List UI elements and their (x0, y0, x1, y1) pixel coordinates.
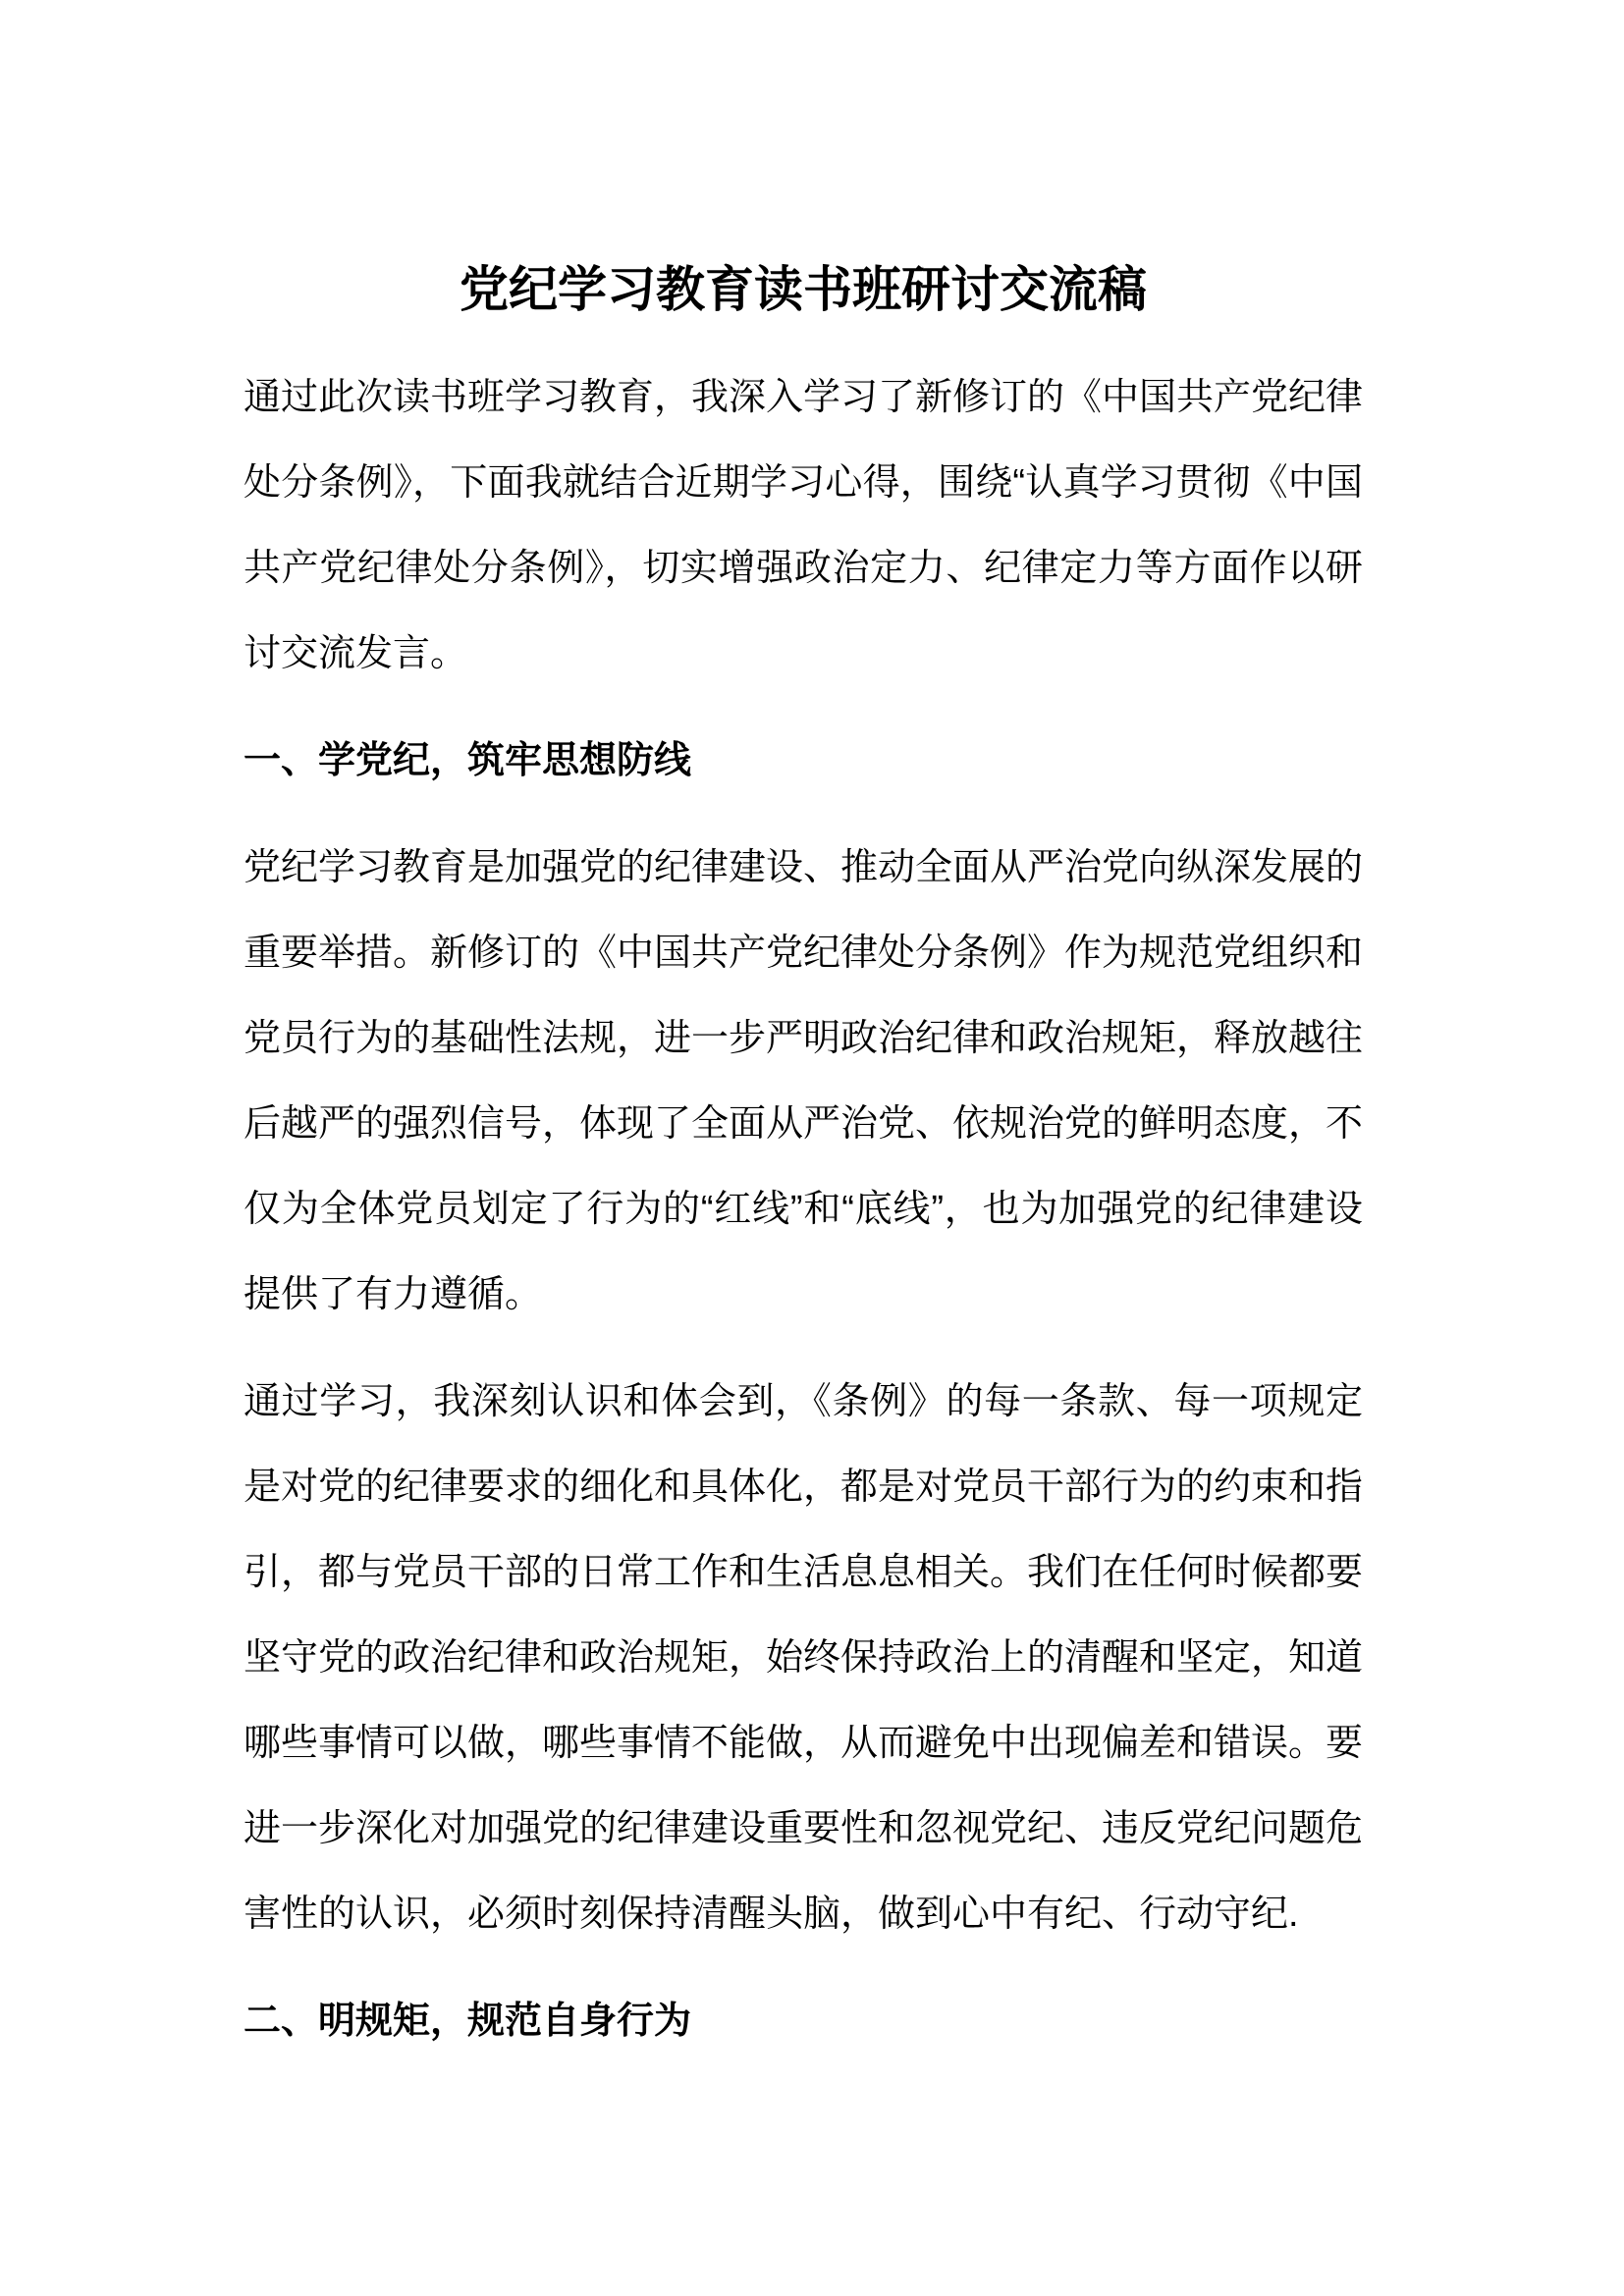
document-title: 党纪学习教育读书班研讨交流稿 (460, 262, 1147, 317)
body-paragraph: 通过学习，我深刻认识和体会到，《条例》的每一条款、每一项规定是对党的纪律要求的细化和具体化，都是对党员干部行为的约束和指引，都与党员干部的日常工作和生活息息相关。我们在任何时候都要坚守党的政治纪律和政治规矩，始终保持政治上的清醒和坚定，知道哪些事情可以做，哪些事情不能做，从而避免中出现偏差和错误。要进一步深化对加强党的纪律建设重要性和忽视党纪、违反党纪问题危害性的认识，必须时刻保持清醒头脑，做到心中有纪、行动守纪. (244, 1381, 1364, 1935)
body-paragraph: 党纪学习教育是加强党的纪律建设、推动全面从严治党向纵深发展的重要举措。新修订的《中国共产党纪律处分条例》作为规范党组织和党员行为的基础性法规，进一步严明政治纪律和政治规矩，释放越往后越严的强烈信号，体现了全面从严治党、依规治党的鲜明态度，不仅为全体党员划定了行为的“红线”和“底线”，也为加强党的纪律建设提供了有力遵循。 (244, 847, 1364, 1315)
body-paragraph: 通过此次读书班学习教育，我深入学习了新修订的《中国共产党纪律处分条例》，下面我就结合近期学习心得，围绕“认真学习贯彻《中国共产党纪律处分条例》，切实增强政治定力、纪律定力等方面作以研讨交流发言。 (244, 377, 1364, 674)
section-heading: 一、学党纪，筑牢思想防线 (244, 740, 692, 781)
document-content (244, 249, 1363, 2086)
document-body (244, 355, 1363, 2064)
section-heading: 二、明规矩，规范自身行为 (244, 2001, 692, 2042)
